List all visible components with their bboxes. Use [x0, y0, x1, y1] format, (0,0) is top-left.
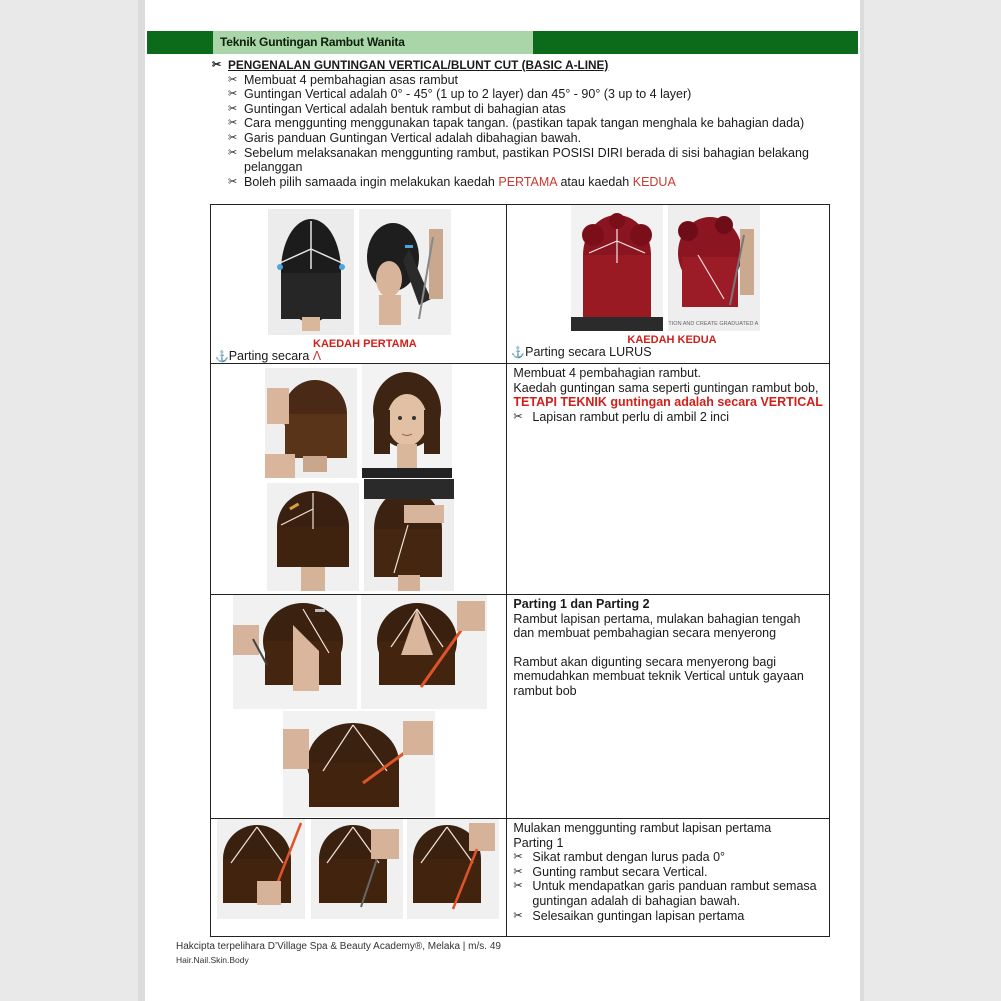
scissors-bullet-icon: ✂: [228, 88, 238, 101]
parting-first: ⚓Parting secara Λ: [215, 349, 322, 363]
row3-spacer: [513, 641, 823, 655]
method-second-label: KEDUA: [632, 174, 676, 189]
scissors-bullet-icon: ✂: [228, 73, 238, 86]
photo-bob-sectioning: [265, 368, 357, 478]
list-item: ✂ Cara menggunting menggunakan tapak tangan. (pastikan tapak tangan menghala ke bahagian dada): [228, 116, 805, 131]
method-first-label: PERTAMA: [498, 174, 557, 189]
scissors-bullet-icon: ✂: [513, 410, 523, 423]
list-item: ✂ Sikat rambut dengan lurus pada 0°: [513, 850, 726, 865]
scissors-bullet-icon: ✂: [228, 117, 238, 130]
row4-text-line: Mulakan menggunting rambut lapisan pertama: [513, 821, 772, 835]
scissors-bullet-icon: ✂: [513, 880, 523, 893]
table-row: [211, 205, 830, 364]
list-item: ✂ Sebelum melaksanakan menggunting rambut, pastikan POSISI DIRI berada di sisi bahagian belakang pelanggan: [228, 145, 809, 175]
scissors-bullet-icon: ✂: [228, 146, 238, 159]
scissors-bullet-icon: ✂: [228, 102, 238, 115]
row2-right-cell: [507, 364, 830, 595]
photo-red-hair-cutting: [668, 205, 760, 331]
row4-bullet-list: [513, 850, 823, 923]
table-row: [211, 364, 830, 595]
photo-mannequin-bob: [362, 364, 452, 478]
page-title: Teknik Guntingan Rambut Wanita: [220, 35, 405, 49]
comb-pin-icon: ⚓: [511, 347, 526, 359]
photo-side-cutting: [359, 209, 451, 335]
list-item: ✂ Boleh pilih samaada ingin melakukan kaedah PERTAMA atau kaedah KEDUA: [228, 174, 676, 189]
list-item: ✂ Guntingan Vertical adalah bentuk rambut di bahagian atas: [228, 101, 566, 116]
row1-right-cell: [507, 205, 830, 364]
row1-left-cell: [211, 205, 507, 364]
list-item: ✂ Garis panduan Guntingan Vertical adalah dibahagian bawah.: [228, 130, 582, 145]
row4-text-line: Parting 1: [513, 835, 564, 850]
scissors-bullet-icon: ✂: [513, 851, 523, 864]
photo-overlay-text: TION AND CREATE GRADUATED A: [668, 321, 759, 327]
row3-paragraph: Rambut akan digunting secara menyerong bagi memudahkan membuat teknik Vertical untuk gayaan rambut bob: [513, 654, 804, 698]
section-heading: [212, 58, 852, 73]
table-row: [211, 819, 830, 937]
intro-bullet-list: [212, 73, 852, 190]
row2-bullet-list: [513, 410, 823, 425]
intro-section: [212, 58, 852, 189]
scissors-comb-icon: ✂: [212, 59, 222, 71]
row2-paragraph: Kaedah guntingan sama seperti guntingan rambut bob, TETAPI TEKNIK guntingan adalah secara VERTICAL: [513, 380, 823, 410]
list-item: ✂ Selesaikan guntingan lapisan pertama: [513, 908, 745, 923]
method-first-caption: KAEDAH PERTAMA: [313, 338, 417, 350]
footer-tagline: Hair.Nail.Skin.Body: [176, 955, 249, 965]
row4-right-cell: [507, 819, 830, 937]
scissors-bullet-icon: ✂: [513, 909, 523, 922]
list-item: ✂ Gunting rambut secara Vertical.: [513, 864, 708, 879]
row4-left-cell: [211, 819, 507, 937]
scissors-bullet-icon: ✂: [513, 865, 523, 878]
comb-pin-icon: ⚓: [215, 351, 229, 363]
row2-left-cell: [211, 364, 507, 595]
row3-paragraph: Rambut lapisan pertama, mulakan bahagian tengah dan membuat pembahagian secara menyerong: [513, 611, 801, 641]
row3-right-cell: [507, 595, 830, 819]
photo-back-parting: [268, 209, 354, 335]
page-shadow-right: [860, 0, 864, 1001]
photo-comb-angle: [283, 711, 435, 817]
section-heading-text: PENGENALAN GUNTINGAN VERTICAL/BLUNT CUT (BASIC A-LINE): [228, 58, 609, 72]
photo-back-parting-clip: [267, 483, 359, 591]
method-second-caption: KAEDAH KEDUA: [627, 334, 717, 346]
photo-cut-step-one: [217, 819, 305, 919]
row3-title: Parting 1 dan Parting 2: [513, 597, 650, 611]
list-item: ✂ Guntingan Vertical adalah 0° - 45° (1 up to 2 layer) dan 45° - 90° (3 up to 4 layer): [228, 87, 692, 102]
steps-table: [210, 204, 830, 937]
photo-cut-step-three: [407, 819, 499, 919]
photo-red-hair-parting: [571, 205, 663, 331]
photo-hands-sectioning: [364, 479, 454, 591]
photo-parting-two-comb: [361, 595, 487, 709]
list-item: ✂ Untuk mendapatkan garis panduan rambut semasa guntingan adalah di bahagian bawah.: [513, 879, 817, 908]
scissors-bullet-icon: ✂: [228, 175, 238, 188]
footer-copyright: Hakcipta terpelihara D’Village Spa & Beauty Academy®, Melaka | m/s. 49: [176, 941, 501, 952]
row3-left-cell: [211, 595, 507, 819]
header-banner: [147, 31, 858, 54]
row2-emphasis: TETAPI TEKNIK guntingan adalah secara VERTICAL: [513, 395, 823, 410]
table-row: [211, 595, 830, 819]
photo-cut-step-two: [311, 819, 403, 919]
list-item: ✂ Membuat 4 pembahagian asas rambut: [228, 72, 459, 87]
list-item: ✂ Lapisan rambut perlu di ambil 2 inci: [513, 409, 730, 424]
photo-parting-one-scissors: [233, 595, 357, 709]
page-shadow-left: [138, 0, 145, 1001]
row2-text-line: Membuat 4 pembahagian rambut.: [513, 366, 702, 380]
scissors-bullet-icon: ✂: [228, 131, 238, 144]
parting-second: ⚓Parting secara LURUS: [511, 345, 652, 359]
